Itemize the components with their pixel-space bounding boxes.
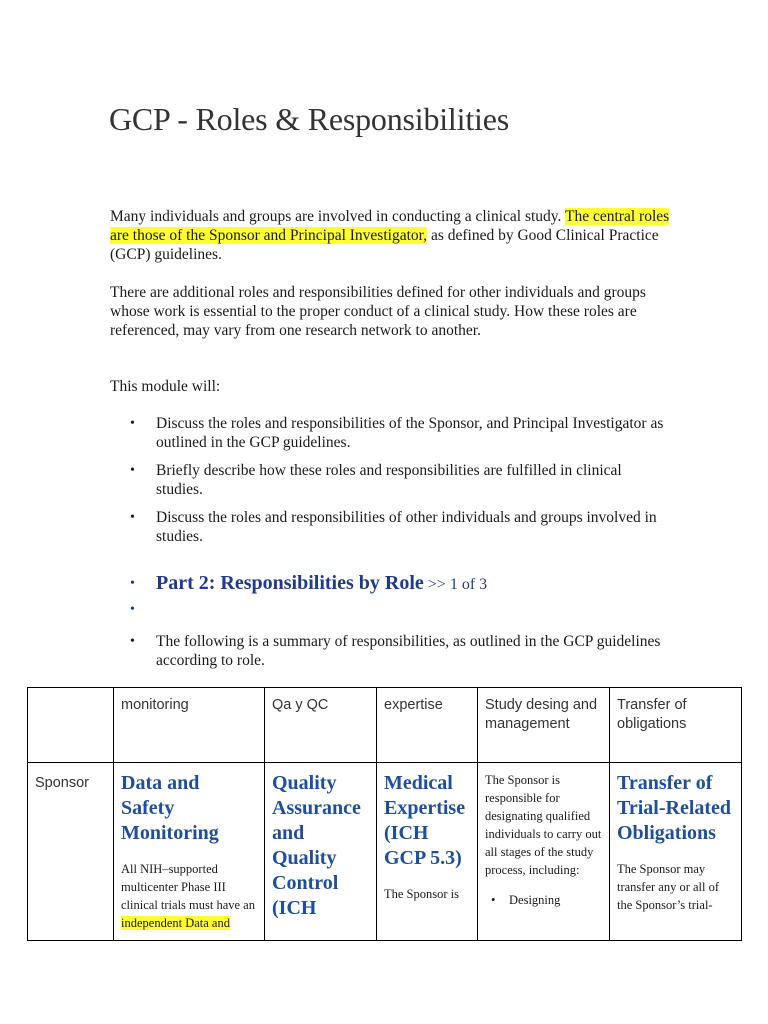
cell-body: [121, 860, 257, 932]
cell-heading: Data and Safety Monitoring: [121, 772, 219, 844]
part-heading-item: [110, 570, 487, 596]
list-item: • Discuss the roles and responsibilities of other individuals and groups involved in studies.: [110, 508, 670, 546]
cell-body: The Sponsor is: [384, 887, 459, 901]
intro-text: Many individuals and groups are involved in conducting a clinical study.: [110, 208, 566, 225]
table-header-row: [28, 688, 742, 763]
list-item: • The following is a summary of responsibilities, as outlined in the GCP guidelines according to role.: [110, 632, 670, 670]
empty-bullet: [110, 596, 487, 618]
cell-text: All NIH–supported multicenter Phase III clinical trials must have an: [121, 862, 255, 912]
cell-bullet-item: • Designing: [485, 891, 602, 909]
cell-heading: Quality Assurance and Quality Control (ICH: [272, 772, 361, 919]
header-cell-study: Study desing and management: [478, 688, 610, 763]
header-cell-qa: Qa y QC: [265, 688, 377, 763]
part-heading: Part 2: Responsibilities by Role: [156, 572, 424, 594]
cell-body: The Sponsor is responsible for designating qualified individuals to carry out all stages of the study process, including:: [485, 773, 602, 877]
cell-heading: Transfer of Trial-Related Obligations: [617, 772, 732, 844]
row-label-sponsor: Sponsor: [28, 763, 114, 941]
header-cell-expertise: expertise: [377, 688, 478, 763]
part-heading-list: [110, 570, 487, 618]
intro-highlight: The central roles are those of the Sponsor and Principal Investigator,: [110, 208, 670, 244]
summary-bullet-list: [110, 632, 670, 670]
intro-paragraph: [110, 207, 670, 264]
page-counter-link[interactable]: >> 1 of 3: [427, 576, 488, 593]
responsibilities-table: [27, 687, 742, 941]
list-item: • Discuss the roles and responsibilities of the Sponsor, and Principal Investigator as outlined in the GCP guidelines.: [110, 414, 670, 452]
cell-highlight: independent Data and: [121, 916, 230, 930]
cell-transfer: [610, 763, 742, 941]
intro-text-end: as defined by Good Clinical Practice (GCP) guidelines.: [110, 227, 659, 263]
list-item: • Briefly describe how these roles and responsibilities are fulfilled in clinical studies.: [110, 461, 670, 499]
header-cell-monitoring: monitoring: [114, 688, 265, 763]
module-bullet-list: [110, 414, 670, 555]
roles-paragraph: There are additional roles and responsibilities defined for other individuals and groups whose work is essential to the proper conduct of a clinical study. How these roles are referenced, may vary from one research network to another.: [110, 284, 646, 339]
cell-monitoring: [114, 763, 265, 941]
module-intro: This module will:: [110, 378, 221, 395]
page-title: GCP - Roles & Responsibilities: [109, 101, 509, 137]
cell-heading: Medical Expertise (ICH GCP 5.3): [384, 772, 466, 869]
cell-study: [478, 763, 610, 941]
cell-qa: [265, 763, 377, 941]
cell-body: The Sponsor may transfer any or all of the Sponsor’s trial-: [617, 862, 720, 912]
header-cell-transfer: Transfer of obligations: [610, 688, 742, 763]
header-cell-empty: [28, 688, 114, 763]
cell-expertise: [377, 763, 478, 941]
table-row: [28, 763, 742, 941]
